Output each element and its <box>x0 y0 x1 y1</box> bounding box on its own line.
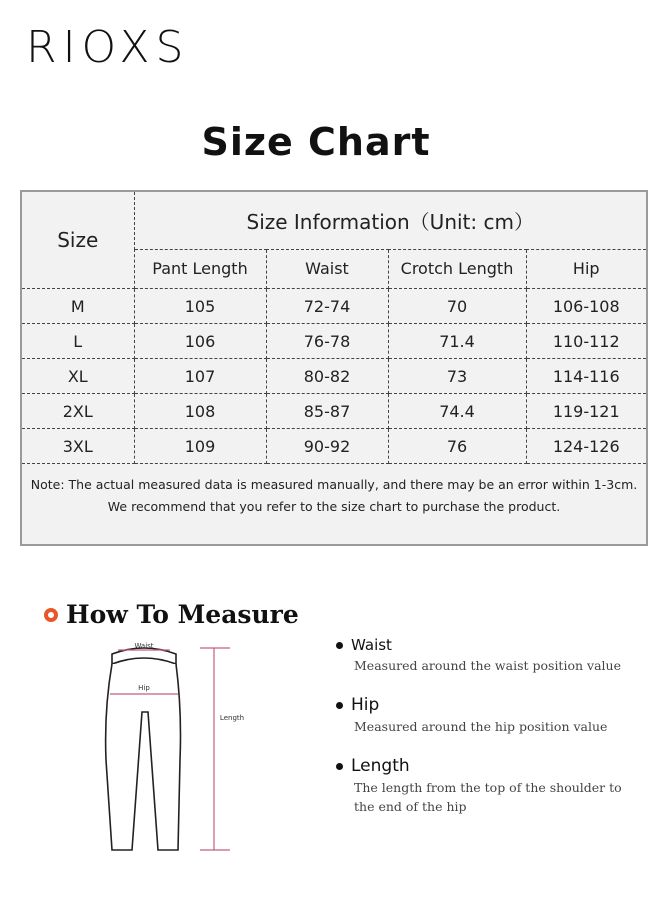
diagram-waist-label: Waist <box>134 642 154 650</box>
hip-cell: 114-116 <box>526 359 646 394</box>
crotch-length-cell: 76 <box>388 429 526 464</box>
size-cell: 2XL <box>22 394 134 429</box>
circle-bullet-icon <box>44 608 58 622</box>
table-row <box>22 429 646 464</box>
column-header-crotch-length: Crotch Length <box>388 249 526 288</box>
waist-cell: 85-87 <box>266 394 388 429</box>
hip-cell: 124-126 <box>526 429 646 464</box>
waist-cell: 90-92 <box>266 429 388 464</box>
column-header-waist: Waist <box>266 249 388 288</box>
measure-item-hip <box>336 695 636 736</box>
how-to-measure-heading <box>44 600 299 629</box>
how-to-measure-title: How To Measure <box>66 600 299 629</box>
measure-item-desc: Measured around the waist position value <box>354 658 621 673</box>
diagram-length-label: Length <box>219 714 245 722</box>
waist-cell: 72-74 <box>266 289 388 324</box>
size-table-container <box>20 190 648 546</box>
size-cell: L <box>22 324 134 359</box>
size-cell: M <box>22 289 134 324</box>
pant-length-cell: 109 <box>134 429 266 464</box>
column-header-hip: Hip <box>526 249 646 288</box>
waist-cell: 76-78 <box>266 324 388 359</box>
table-row <box>22 394 646 429</box>
measure-item-length <box>336 756 636 816</box>
hip-cell: 119-121 <box>526 394 646 429</box>
bullet-icon <box>336 763 343 770</box>
measure-item-name: Hip <box>351 695 380 715</box>
crotch-length-cell: 71.4 <box>388 324 526 359</box>
bullet-icon <box>336 702 343 709</box>
bullet-icon <box>336 642 343 649</box>
hip-cell: 110-112 <box>526 324 646 359</box>
pant-length-cell: 106 <box>134 324 266 359</box>
measure-item-name: Length <box>351 756 410 776</box>
size-info-header: Size Information（Unit: cm） <box>134 192 646 249</box>
waist-cell: 80-82 <box>266 359 388 394</box>
measure-item-desc: Measured around the hip position value <box>354 719 608 734</box>
diagram-hip-label: Hip <box>138 684 150 692</box>
measure-item-waist <box>336 636 636 675</box>
pants-diagram <box>96 640 276 860</box>
crotch-length-cell: 70 <box>388 289 526 324</box>
table-row <box>22 289 646 324</box>
pant-length-cell: 107 <box>134 359 266 394</box>
note-line-2: We recommend that you refer to the size chart to purchase the product. <box>107 499 561 514</box>
table-note <box>22 464 646 518</box>
brand-logo: RIOXS <box>26 22 190 73</box>
hip-cell: 106-108 <box>526 289 646 324</box>
size-cell: 3XL <box>22 429 134 464</box>
size-column-header: Size <box>22 192 134 289</box>
measure-item-desc: The length from the top of the shoulder to the end of the hip <box>354 780 622 814</box>
pant-length-cell: 108 <box>134 394 266 429</box>
size-cell: XL <box>22 359 134 394</box>
pant-length-cell: 105 <box>134 289 266 324</box>
crotch-length-cell: 73 <box>388 359 526 394</box>
measure-items <box>336 636 636 836</box>
crotch-length-cell: 74.4 <box>388 394 526 429</box>
table-row <box>22 324 646 359</box>
table-row <box>22 359 646 394</box>
note-line-1: Note: The actual measured data is measured manually, and there may be an error within 1-3cm. <box>30 477 638 492</box>
measure-item-name: Waist <box>351 636 392 654</box>
size-table <box>22 192 646 464</box>
page-title: Size Chart <box>201 120 431 164</box>
column-header-pant-length: Pant Length <box>134 249 266 288</box>
